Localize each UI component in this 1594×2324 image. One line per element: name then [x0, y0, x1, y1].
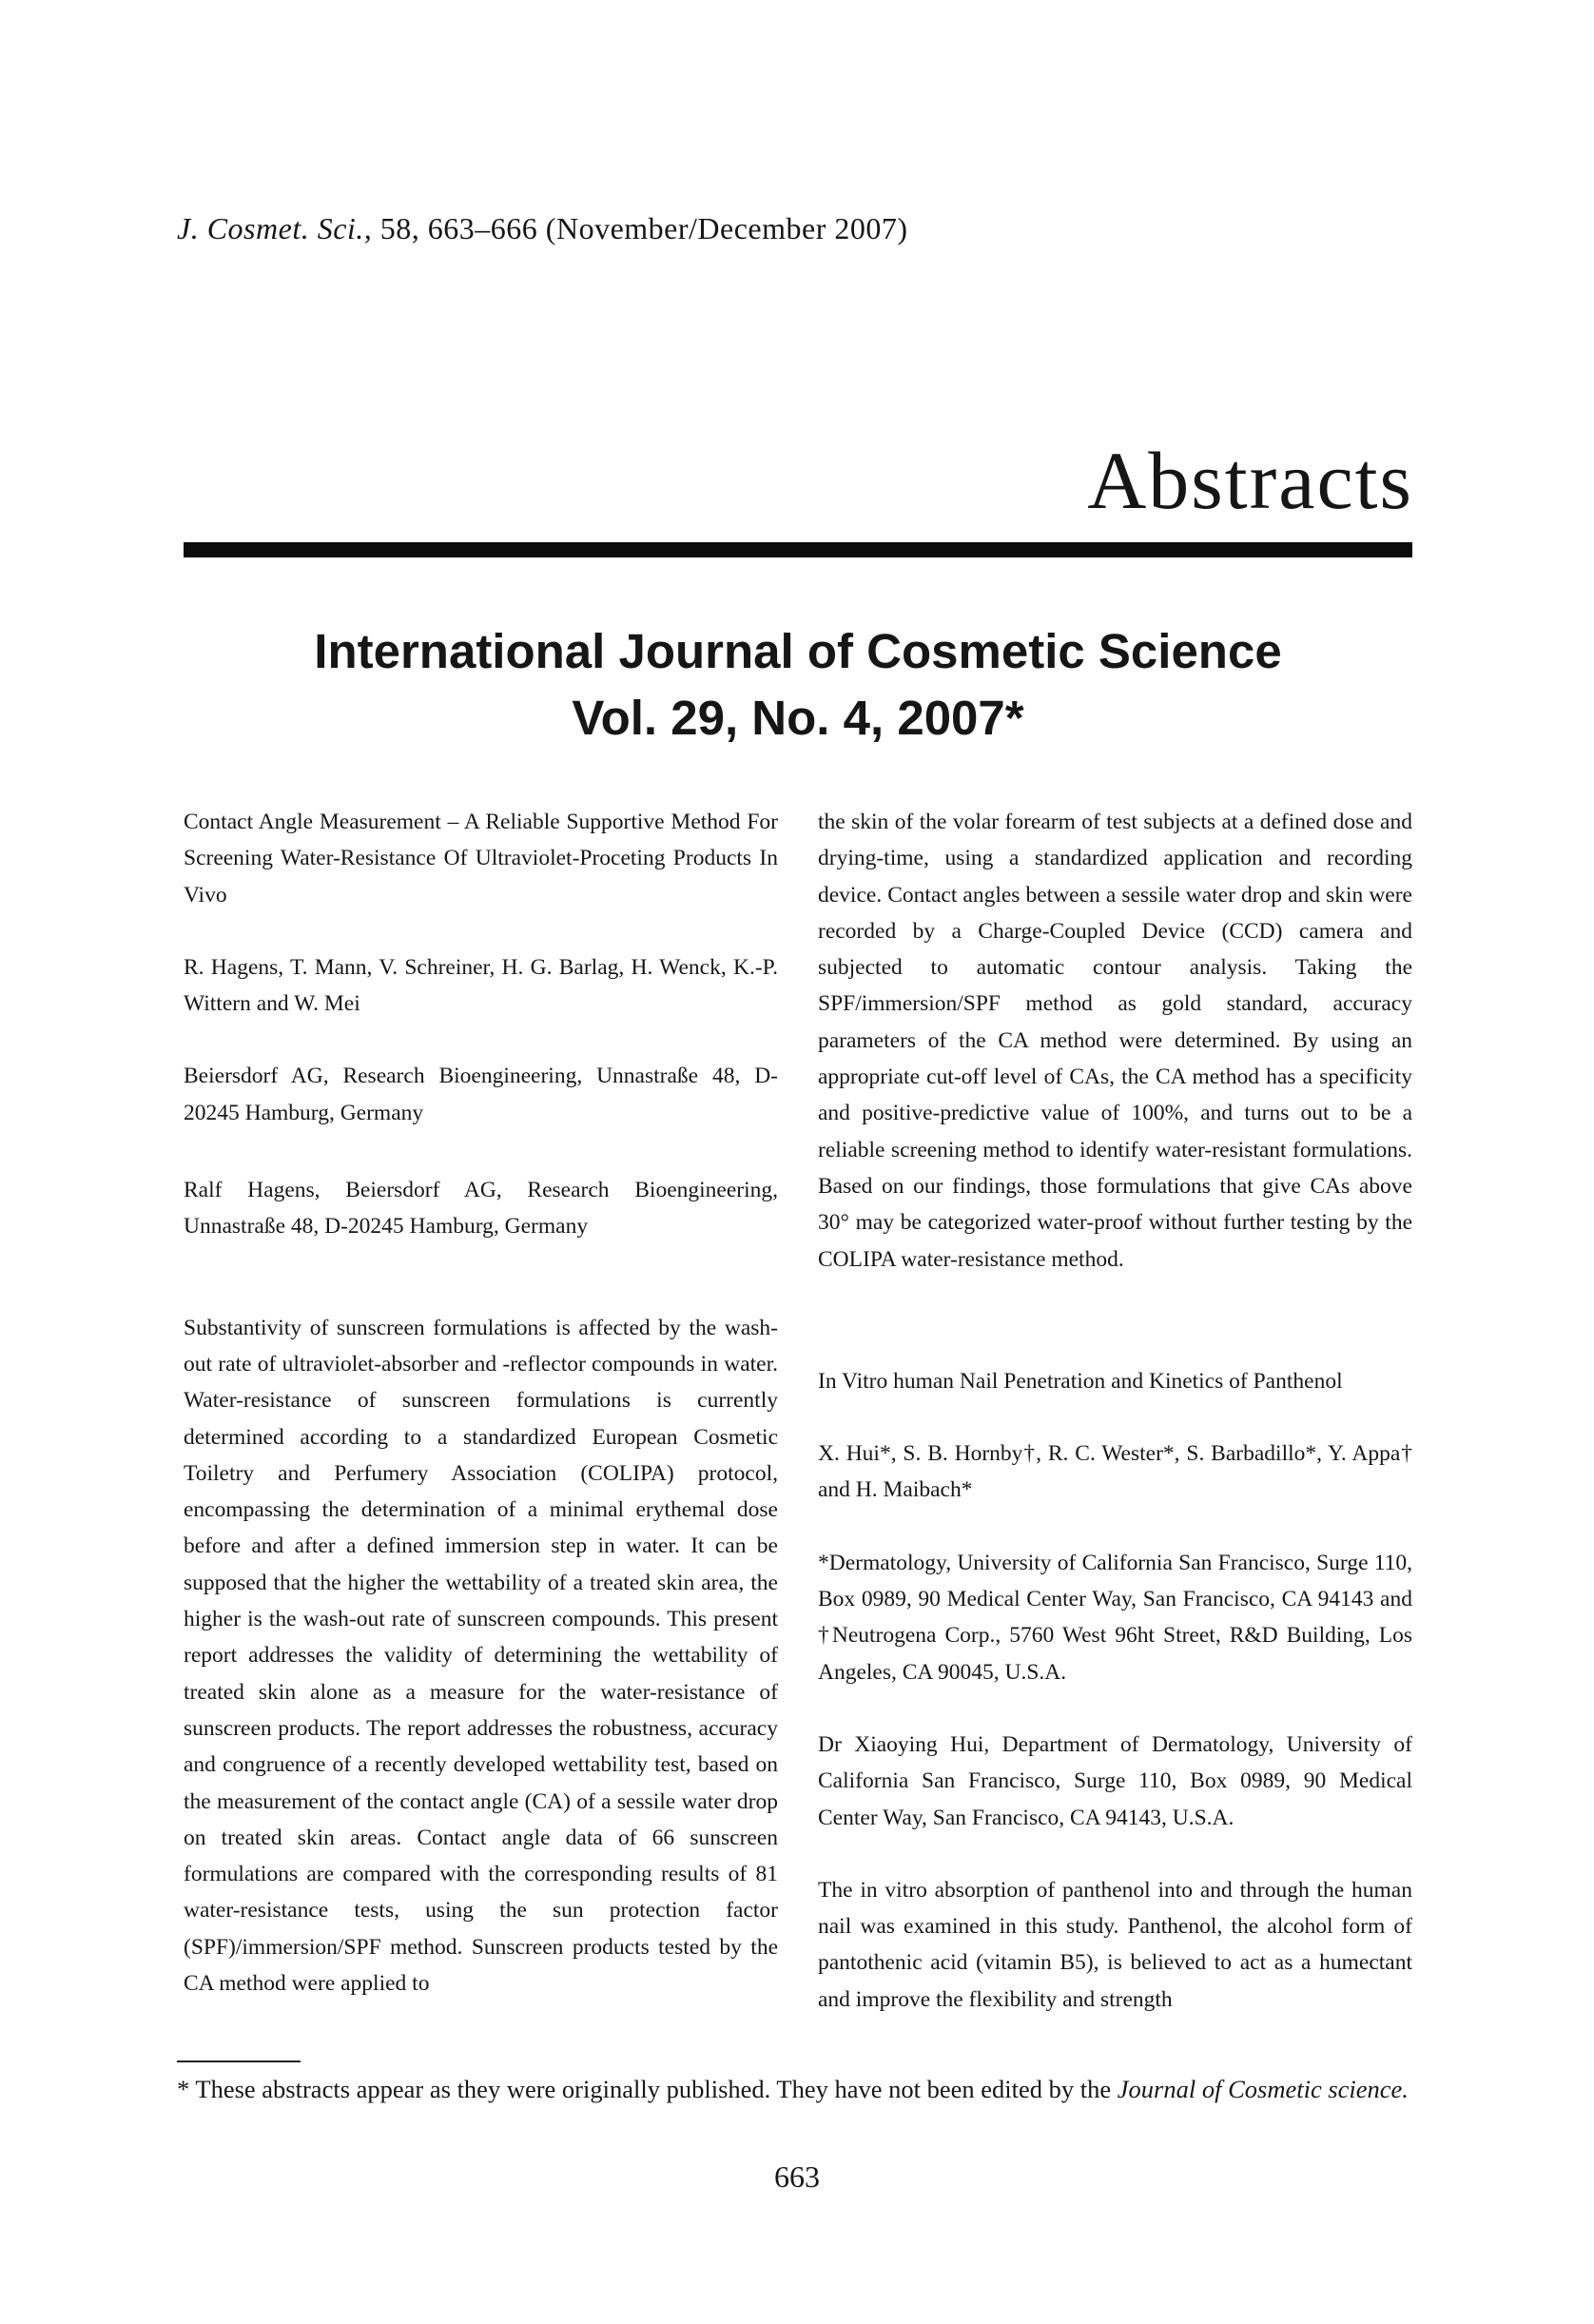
- journal-abbreviation: J. Cosmet. Sci.,: [177, 211, 373, 245]
- page-number: 663: [774, 2159, 820, 2194]
- left-column: [184, 804, 778, 2002]
- abstract-2-authors: X. Hui*, S. B. Hornby†, R. C. Wester*, S. Barbadillo*, Y. Appa† and H. Maibach*: [818, 1441, 1412, 1503]
- section-title: Abstracts: [1087, 435, 1413, 526]
- title-rule: [184, 542, 1412, 557]
- footnote-text: * These abstracts appear as they were originally published. They have not been edited by the: [177, 2075, 1112, 2103]
- footnote: [177, 2072, 1413, 2106]
- right-column: [818, 804, 1412, 2018]
- abstract-1-authors: R. Hagens, T. Mann, V. Schreiner, H. G. Barlag, H. Wenck, K.-P. Wittern and W. Mei: [184, 954, 778, 1017]
- running-head: [177, 211, 908, 246]
- abstract-1-body-continued: the skin of the volar forearm of test subjects at a defined dose and drying-time, using a standardized application and recording device. Contact angles between a sessile water drop and skin were recorded by a Charge-Coupled Device (CCD) camera and subjected to automatic contour analysis. Taking the SPF/immersion/SPF method as gold standard, accuracy parameters of the CA method were determined. By using an appropriate cut-off level of CAs, the CA method has a specificity and positive-predictive value of 100%, and turns out to be a reliable screening method to identify water-resistant formulations. Based on our findings, those formulations that give CAs above 30° may be categorized water-proof without further testing by the COLIPA water-resistance method.: [818, 810, 1412, 1272]
- abstract-1-correspondence: Ralf Hagens, Beiersdorf AG, Research Bioengineering, Unnastraße 48, D-20245 Hamburg, Germany: [184, 1178, 778, 1240]
- footnote-rule: [177, 2060, 301, 2062]
- abstract-2-affiliation: *Dermatology, University of California San Francisco, Surge 110, Box 0989, 90 Medical Center Way, San Francisco, CA 94143 and †Neutrogena Corp., 5760 West 96ht Street, R&D Building, Los Angeles, CA 90045, U.S.A.: [818, 1550, 1412, 1685]
- abstract-2-correspondence: Dr Xiaoying Hui, Department of Dermatology, University of California San Francisco, Surge 110, Box 0989, 90 Medical Center Way, San Francisco, CA 94143, U.S.A.: [818, 1731, 1412, 1830]
- abstract-1-body: Substantivity of sunscreen formulations is affected by the wash-out rate of ultraviolet-absorber and -reflector compounds in water. Water-resistance of sunscreen formulations is currently determined according to a standardized European Cosmetic Toiletry and Perfumery Association (COLIPA) protocol, encompassing the determination of a minimal erythemal dose before and after a defined immersion step in water. It can be supposed that the higher the wettability of a treated skin area, the higher is the wash-out rate of sunscreen compounds. This present report addresses the validity of determining the wettability of treated skin alone as a measure for the water-resistance of sunscreen products. The report addresses the robustness, accuracy and congruence of a recently developed wettability test, based on the measurement of the contact angle (CA) of a sessile water drop on treated skin areas. Contact angle data of 66 sunscreen formulations are compared with the corresponding results of 81 water-resistance tests, using the sun protection factor (SPF)/immersion/SPF method. Sunscreen products tested by the CA method were applied to: [184, 1315, 778, 1997]
- journal-heading: [184, 618, 1412, 752]
- abstract-2-title: In Vitro human Nail Penetration and Kinetics of Panthenol: [818, 1368, 1343, 1394]
- footnote-journal-name: Journal of Cosmetic science.: [1117, 2075, 1409, 2103]
- citation-details: 58, 663–666 (November/December 2007): [379, 211, 908, 245]
- abstract-1-affiliation: Beiersdorf AG, Research Bioengineering, Unnastraße 48, D-20245 Hamburg, Germany: [184, 1064, 778, 1125]
- abstract-1-title: Contact Angle Measurement – A Reliable Supportive Method For Screening Water-Resistance Of Ultraviolet-Proceting Products In Vivo: [184, 810, 778, 908]
- journal-heading-volume: Vol. 29, No. 4, 2007*: [572, 691, 1024, 745]
- journal-heading-name: International Journal of Cosmetic Science: [314, 624, 1282, 678]
- abstract-2-body: The in vitro absorption of panthenol into and through the human nail was examined in this study. Panthenol, the alcohol form of pantothenic acid (vitamin B5), is believed to act as a humectant and improve the flexibility and strength: [818, 1877, 1412, 2012]
